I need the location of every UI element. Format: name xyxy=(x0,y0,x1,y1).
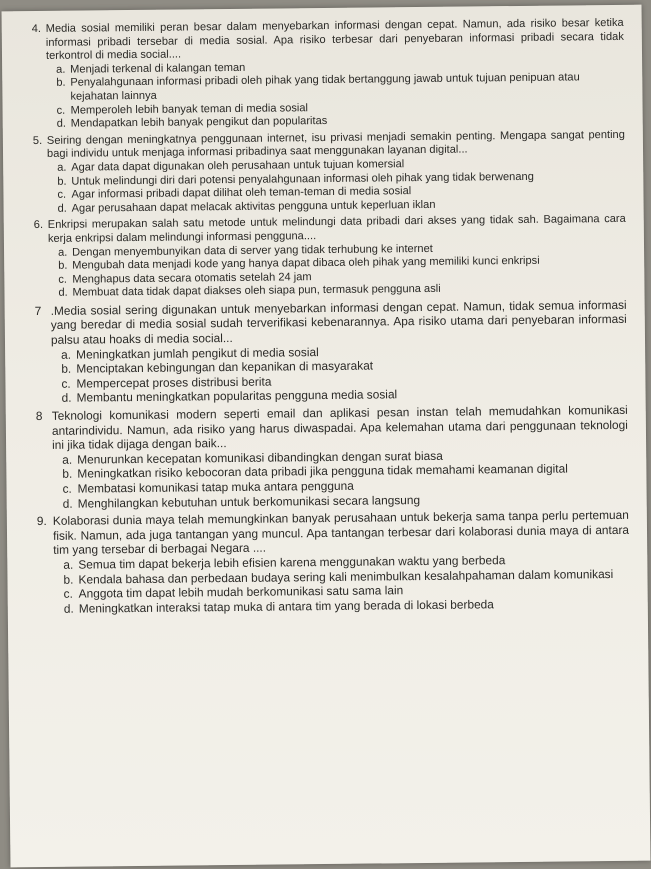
option-text: Agar perusahaan dapat melacak aktivitas pengguna untuk keperluan iklan xyxy=(71,198,436,215)
option-letter: b. xyxy=(56,77,66,90)
question-body xyxy=(52,403,629,511)
option-text: Menghilangkan kebutuhan untuk berkomunikasi secara langsung xyxy=(77,492,421,511)
question-6 xyxy=(34,213,627,301)
option-text: Dengan menyembunyikan data di server yang tidak terhubung ke internet xyxy=(71,242,433,259)
option-text: Menghapus data secara otomatis setelah 24 jam xyxy=(72,270,312,286)
question-number: 9. xyxy=(36,514,47,529)
option-text: Agar informasi pribadi dapat dilihat oleh teman-teman di media sosial xyxy=(71,185,412,201)
option-letter: d. xyxy=(62,496,73,511)
option-text: Untuk melindungi diri dari potensi penyalahgunaan informasi oleh pihak yang tidak berwenang xyxy=(71,170,534,188)
worksheet-content xyxy=(2,5,648,617)
option-text: Mendapatkan lebih banyak pengikut dan popularitas xyxy=(70,115,328,130)
option-letter: a. xyxy=(57,161,67,174)
option-text: Mengubah data menjadi kode yang hanya dapat dibaca oleh pihak yang memiliki kunci enkripsi xyxy=(72,254,540,272)
option-letter: c. xyxy=(58,273,68,286)
question-number: 7 xyxy=(34,303,42,318)
option-letter: d. xyxy=(56,117,67,130)
option-text: Kendala bahasa dan perbedaan budaya sering kali menimbulkan kesalahpahaman dalam komunikasi xyxy=(78,566,614,587)
option-text: Membantu meningkatkan popularitas pengguna media sosial xyxy=(76,387,398,406)
question-text: .Media sosial sering digunakan untuk menyebarkan informasi dengan cepat. Namun, tidak semua informasi yang beredar di media sosial sudah terverifikasi kebenarannya. Apa risiko utama dari penyebaran informasi palsu atau hoaks di media social... xyxy=(50,297,627,347)
question-number: 6. xyxy=(33,219,44,232)
option-text: Mempercepat proses distribusi berita xyxy=(76,374,272,391)
question-4 xyxy=(32,17,625,132)
option-letter: a. xyxy=(61,347,72,362)
option-text: Membatasi komunikasi tatap muka antara pengguna xyxy=(77,478,354,496)
question-body xyxy=(48,213,627,301)
option-letter: d. xyxy=(61,391,72,406)
option-text: Anggota tim dapat lebih mudah berkomunikasi satu sama lain xyxy=(78,583,404,601)
option-letter: b. xyxy=(57,175,67,188)
question-body xyxy=(46,17,625,132)
option-text: Penyalahgunaan informasi pribadi oleh pihak yang tidak bertanggung jawab untuk tujuan penipuan atau kejahatan lainnya xyxy=(70,71,580,103)
option-letter: d. xyxy=(57,202,67,215)
option-letter: c. xyxy=(62,481,72,496)
option-letter: d. xyxy=(58,286,68,300)
question-number: 4. xyxy=(31,22,42,36)
option-text: Agar data dapat digunakan oleh perusahaan untuk tujuan komersial xyxy=(71,158,405,174)
option-text: Menjadi terkenal di kalangan teman xyxy=(70,61,246,76)
question-7 xyxy=(35,298,628,406)
question-body xyxy=(53,508,630,616)
question-text: Media sosial memiliki peran besar dalam menyebarkan informasi dengan cepat. Namun, ada risiko besar ketika informasi pribadi tersebar di media sosial. Apa risiko terbesar dari penyebaran informasi pribadi secara tidak terkontrol di media social.... xyxy=(45,16,624,63)
option-letter: b. xyxy=(62,467,73,482)
option-text: Memperoleh lebih banyak teman di media sosial xyxy=(70,101,309,117)
option-letter: a. xyxy=(57,246,68,259)
question-5 xyxy=(33,129,626,217)
option-text: Menurunkan kecepatan komunikasi dibandingkan dengan surat biasa xyxy=(77,448,443,467)
question-9 xyxy=(37,508,630,616)
paper-sheet xyxy=(2,5,651,868)
option-letter: c. xyxy=(57,188,67,201)
option-letter: c. xyxy=(63,586,73,601)
option-letter: d. xyxy=(63,601,74,616)
option-text: Meningkatkan risiko kebocoran data pribadi jika pengguna tidak memahami keamanan digital xyxy=(77,461,568,482)
option-text: Semua tim dapat bekerja lebih efisien karena menggunakan waktu yang berbeda xyxy=(78,553,506,572)
question-number: 8 xyxy=(35,409,43,424)
option-letter: a. xyxy=(63,557,74,572)
option-letter: a. xyxy=(62,452,73,467)
option-letter: b. xyxy=(63,572,74,587)
option-letter: b. xyxy=(58,259,68,272)
question-body xyxy=(47,129,626,217)
option-text: Membuat data tidak dapat diakses oleh siapa pun, termasuk pengguna asli xyxy=(72,283,441,299)
question-text: Teknologi komunikasi modern seperti email dan aplikasi pesan instan telah memudahkan komunikasi antarindividu. Namun, ada risiko yang harus diwaspadai. Apa kelemahan utama dari penggunaan teknologi ini jika tidak dijaga dengan baik... xyxy=(51,402,628,453)
question-number: 5. xyxy=(32,134,43,147)
option-text: Meningkatkan interaksi tatap muka di antara tim yang berada di lokasi berbeda xyxy=(78,597,494,616)
option-text: Menciptakan kebingungan dan kepanikan di masyarakat xyxy=(76,358,374,376)
question-text: Seiring dengan meningkatnya penggunaan internet, isu privasi menjadi semakin penting. Mengapa sangat penting bagi individu untuk menjaga informasi pribadinya saat menggunakan layanan digital... xyxy=(46,128,625,161)
option-text: Meningkatkan jumlah pengikut di media sosial xyxy=(76,344,319,362)
question-text: Kolaborasi dunia maya telah memungkinkan banyak perusahaan untuk bekerja sama tanpa perlu pertemuan fisik. Namun, ada juga tantangan yang muncul. Apa tantangan terbesar dari kolaborasi dunia maya di antara tim yang tersebar di berbagai Negara .... xyxy=(52,508,630,558)
option-letter: c. xyxy=(61,376,71,391)
option-letter: b. xyxy=(61,361,72,377)
question-body xyxy=(51,298,628,406)
question-8 xyxy=(36,403,629,511)
question-text: Enkripsi merupakan salah satu metode untuk melindungi data pribadi dari akses yang tidak sah. Bagaimana cara kerja enkripsi dalam melindungi informasi pengguna.... xyxy=(47,213,626,245)
option-letter: c. xyxy=(56,104,66,117)
option-letter: a. xyxy=(56,63,66,76)
